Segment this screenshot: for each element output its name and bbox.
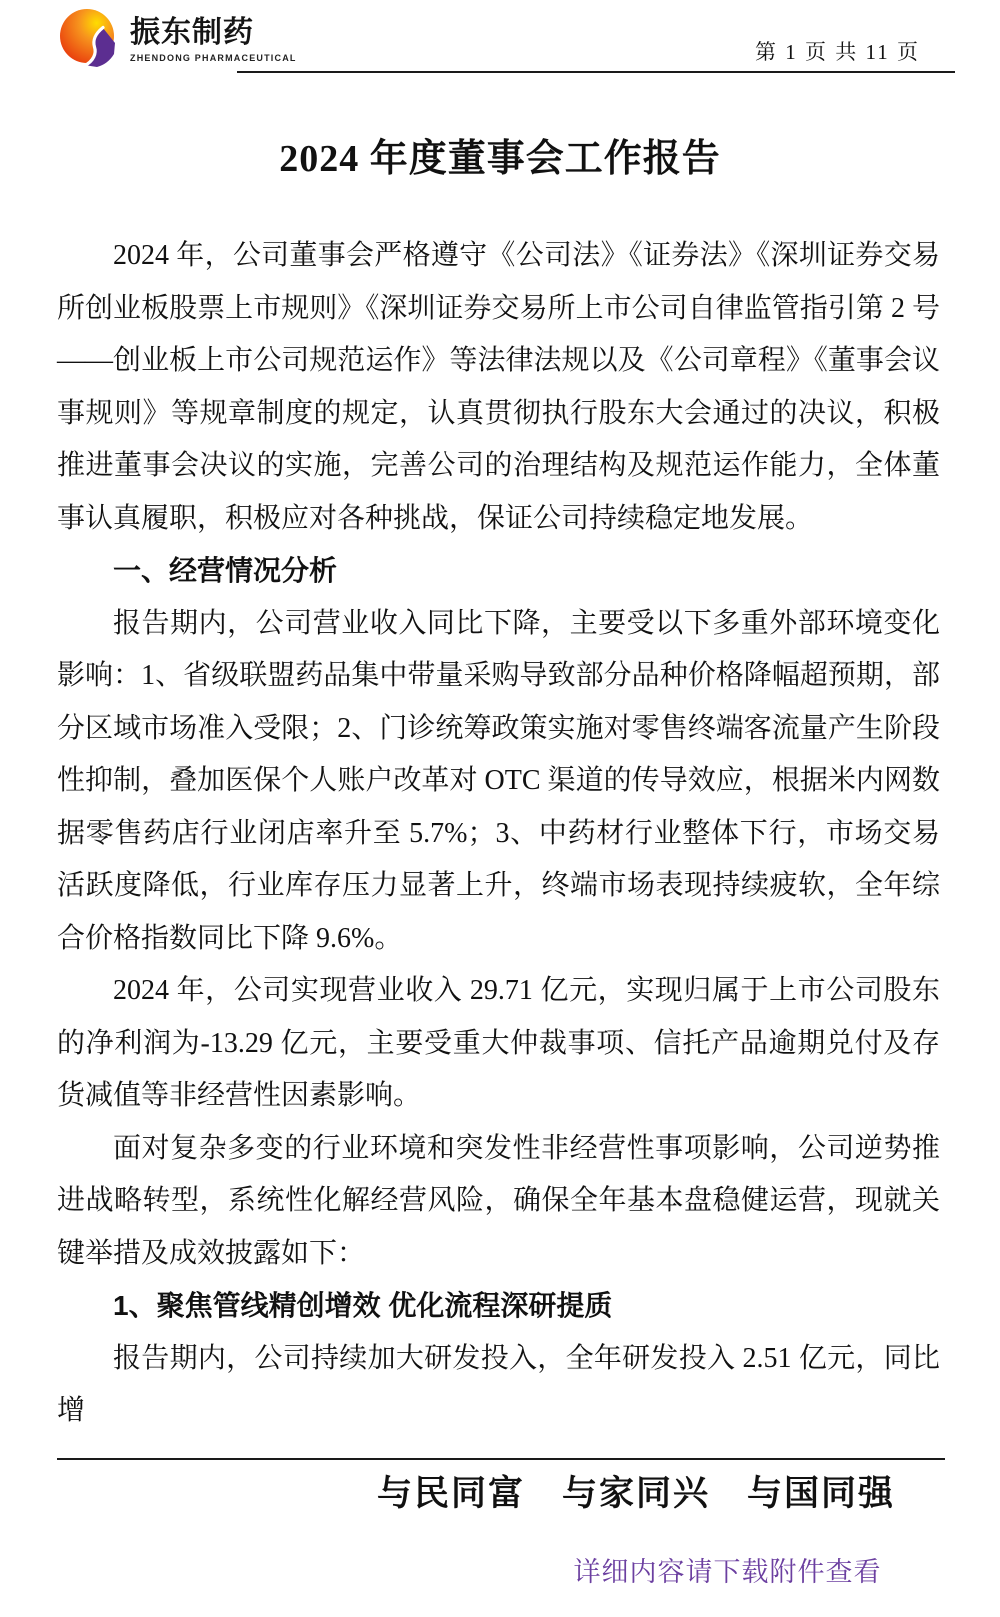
footer-divider — [57, 1458, 945, 1460]
logo-wordmark — [130, 18, 297, 63]
paragraph-rnd-investment: 报告期内，公司持续加大研发投入，全年研发投入 2.51 亿元，同比增 — [57, 1342, 940, 1427]
company-logo — [58, 6, 297, 70]
brand-name-cn: 振东制药 — [130, 16, 254, 49]
document-body — [0, 230, 1000, 1438]
paragraph-market-factors: 报告期内，公司营业收入同比下降，主要受以下多重外部环境变化影响：1、省级联盟药品集中带量采购导致部分品种价格降幅超预期，部分区域市场准入受限；2、门诊统筹政策实施对零售终端客流量产生阶段性抑制，叠加医保个人账户改革对 OTC 渠道的传导效应，根据米内网数据零售药店行业闭店率升至 5.7%；3、中药材行业整体下行，市场交易活跃度降低，行业库存压力显著上升，终端市场表现持续疲软，全年综合价格指数同比下降 9.6%。 — [57, 607, 940, 954]
subsection-heading-rnd: 1、聚焦管线精创增效 优化流程深研提质 — [113, 1290, 613, 1322]
section-heading-operations: 一、经营情况分析 — [113, 555, 338, 587]
footer-slogan: 与民同富 与家同兴 与国同强 — [376, 1474, 895, 1513]
paragraph-strategy: 面对复杂多变的行业环境和突发性非经营性事项影响，公司逆势推进战略转型，系统性化解经营风险，确保全年基本盘稳健运营，现就关键举措及成效披露如下： — [57, 1132, 940, 1269]
document-title: 2024 年度董事会工作报告 — [279, 138, 721, 180]
paragraph-governance: 2024 年，公司董事会严格遵守《公司法》《证券法》《深圳证券交易所创业板股票上市规则》《深圳证券交易所上市公司自律监管指引第 2 号——创业板上市公司规范运作》等法律法规以及《公司章程》《董事会议事规则》等规章制度的规定，认真贯彻执行股东大会通过的决议，积极推进董事会决议的实施，完善公司的治理结构及规范运作能力，全体董事认真履职，积极应对各种挑战，保证公司持续稳定地发展。 — [57, 240, 940, 534]
download-attachment-link[interactable]: 详细内容请下载附件查看 — [573, 1557, 882, 1587]
header-divider — [237, 71, 955, 73]
paragraph-financial-results: 2024 年，公司实现营业收入 29.71 亿元，实现归属于上市公司股东的净利润为-13.29 亿元，主要受重大仲裁事项、信托产品逾期兑付及存货减值等非经营性因素影响。 — [57, 975, 940, 1112]
page-header — [0, 0, 1000, 75]
zhendong-flame-icon — [58, 6, 122, 70]
page-number-indicator: 第 1 页 共 11 页 — [755, 40, 920, 64]
brand-name-en: ZHENDONG PHARMACEUTICAL — [130, 53, 297, 63]
